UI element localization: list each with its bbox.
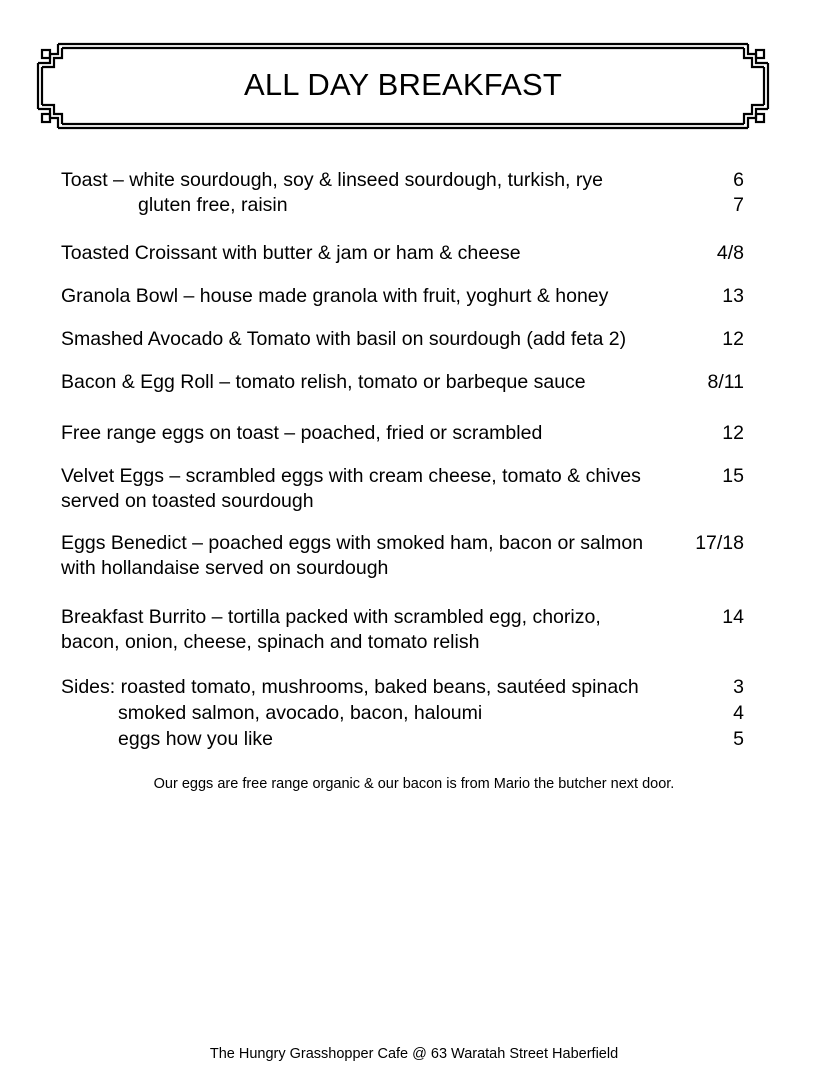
item-price: 7 — [733, 193, 744, 216]
menu-item-bacon-egg-roll — [61, 370, 744, 395]
item-price: 12 — [722, 328, 744, 350]
menu-item-granola — [61, 284, 744, 309]
item-price: 13 — [722, 285, 744, 307]
menu-item-velvet-eggs — [61, 464, 744, 513]
item-description: Free range eggs on toast – poached, fried or scrambled — [61, 422, 543, 444]
menu-item-burrito — [61, 605, 744, 654]
item-description: Eggs Benedict – poached eggs with smoked ham, bacon or salmon — [61, 532, 644, 554]
page-title: ALL DAY BREAKFAST — [243, 67, 563, 102]
item-description-cont: served on toasted sourdough — [61, 489, 314, 512]
item-price: 12 — [722, 422, 744, 444]
menu-header — [28, 38, 778, 134]
item-price: 3 — [733, 676, 744, 698]
menu-list — [61, 168, 744, 750]
item-price: 8/11 — [707, 371, 744, 393]
item-description-cont: gluten free, raisin — [138, 193, 288, 216]
item-description-cont: eggs how you like — [118, 728, 274, 750]
item-description: Sides: roasted tomato, mushrooms, baked beans, sautéed spinach — [61, 676, 639, 698]
item-price: 4 — [733, 702, 744, 724]
item-description-cont: smoked salmon, avocado, bacon, haloumi — [118, 702, 483, 724]
item-price: 14 — [722, 606, 744, 628]
item-description-cont: with hollandaise served on sourdough — [61, 556, 389, 579]
item-description: Velvet Eggs – scrambled eggs with cream cheese, tomato & chives — [61, 465, 641, 487]
item-price: 5 — [733, 728, 744, 750]
item-description: Toast – white sourdough, soy & linseed sourdough, turkish, rye — [61, 169, 603, 191]
item-description-cont: bacon, onion, cheese, spinach and tomato relish — [61, 630, 480, 653]
item-price: 4/8 — [716, 242, 744, 264]
menu-item-sides — [61, 674, 744, 752]
item-description: Smashed Avocado & Tomato with basil on sourdough (add feta 2) — [61, 328, 627, 350]
item-description: Breakfast Burrito – tortilla packed with scrambled egg, chorizo, — [61, 606, 601, 628]
menu-item-toast — [61, 168, 744, 217]
footnote: Our eggs are free range organic & our bacon is from Mario the butcher next door. — [153, 776, 675, 792]
menu-item-eggs-on-toast — [61, 421, 744, 446]
item-price: 15 — [722, 465, 744, 487]
item-price: 6 — [733, 169, 744, 191]
item-description: Granola Bowl – house made granola with fruit, yoghurt & honey — [61, 285, 609, 307]
item-description: Toasted Croissant with butter & jam or ham & cheese — [61, 242, 521, 264]
item-description: Bacon & Egg Roll – tomato relish, tomato or barbeque sauce — [61, 371, 586, 393]
item-price: 17/18 — [695, 532, 744, 554]
menu-item-croissant — [61, 241, 744, 266]
cafe-address: The Hungry Grasshopper Cafe @ 63 Waratah Street Haberfield — [209, 1046, 619, 1062]
menu-item-avocado — [61, 327, 744, 352]
menu-item-eggs-benedict — [61, 531, 744, 580]
